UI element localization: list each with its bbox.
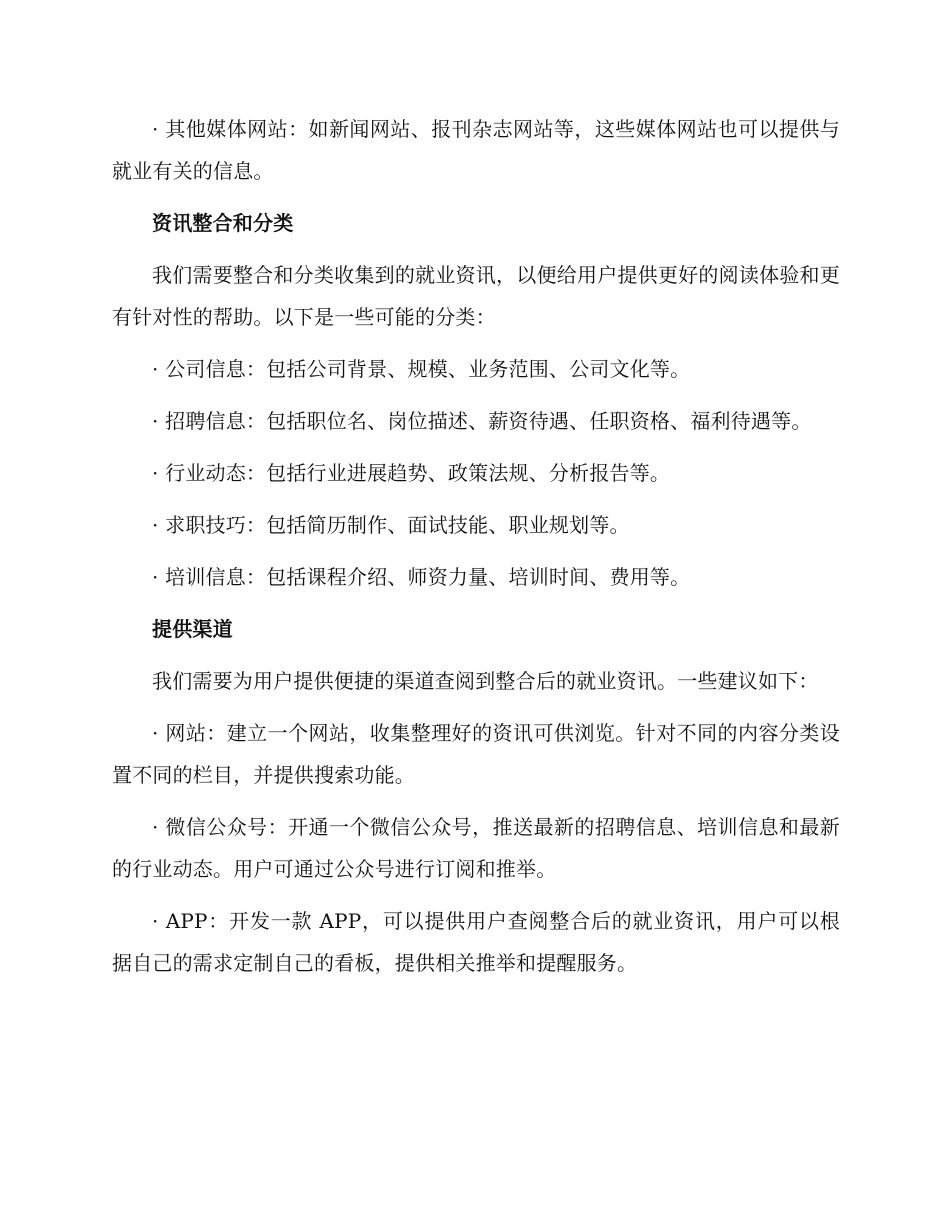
paragraph-other-media-sites: · 其他媒体网站：如新闻网站、报刊杂志网站等，这些媒体网站也可以提供与就业有关的信息。 [112, 117, 840, 183]
list-item-industry-news: · 行业动态：包括行业进展趋势、政策法规、分析报告等。 [152, 461, 671, 485]
list-item-wechat-official-account: · 微信公众号：开通一个微信公众号，推送最新的招聘信息、培训信息和最新的行业动态。用户可通过公众号进行订阅和推举。 [112, 815, 840, 881]
list-item-training-info: · 培训信息：包括课程介绍、师资力量、培训时间、费用等。 [152, 565, 691, 589]
list-item-app: · APP：开发一款 APP，可以提供用户查阅整合后的就业资讯，用户可以根据自己的需求定制自己的看板，提供相关推举和提醒服务。 [112, 909, 840, 975]
document-body [112, 108, 840, 994]
paragraph-channels-intro: 我们需要为用户提供便捷的渠道查阅到整合后的就业资讯。一些建议如下： [152, 669, 819, 693]
list-item-job-skills: · 求职技巧：包括简历制作、面试技能、职业规划等。 [152, 513, 630, 537]
paragraph-integration-intro: 我们需要整合和分类收集到的就业资讯，以便给用户提供更好的阅读体验和更有针对性的帮助。以下是一些可能的分类： [112, 263, 840, 329]
list-item-company-info: · 公司信息：包括公司背景、规模、业务范围、公司文化等。 [152, 357, 691, 381]
section-heading-integration: 资讯整合和分类 [152, 211, 294, 235]
list-item-recruitment-info: · 招聘信息：包括职位名、岗位描述、薪资待遇、任职资格、福利待遇等。 [152, 409, 812, 433]
list-item-website: · 网站：建立一个网站，收集整理好的资讯可供浏览。针对不同的内容分类设置不同的栏目，并提供搜索功能。 [112, 721, 840, 787]
section-heading-channels: 提供渠道 [152, 617, 233, 641]
